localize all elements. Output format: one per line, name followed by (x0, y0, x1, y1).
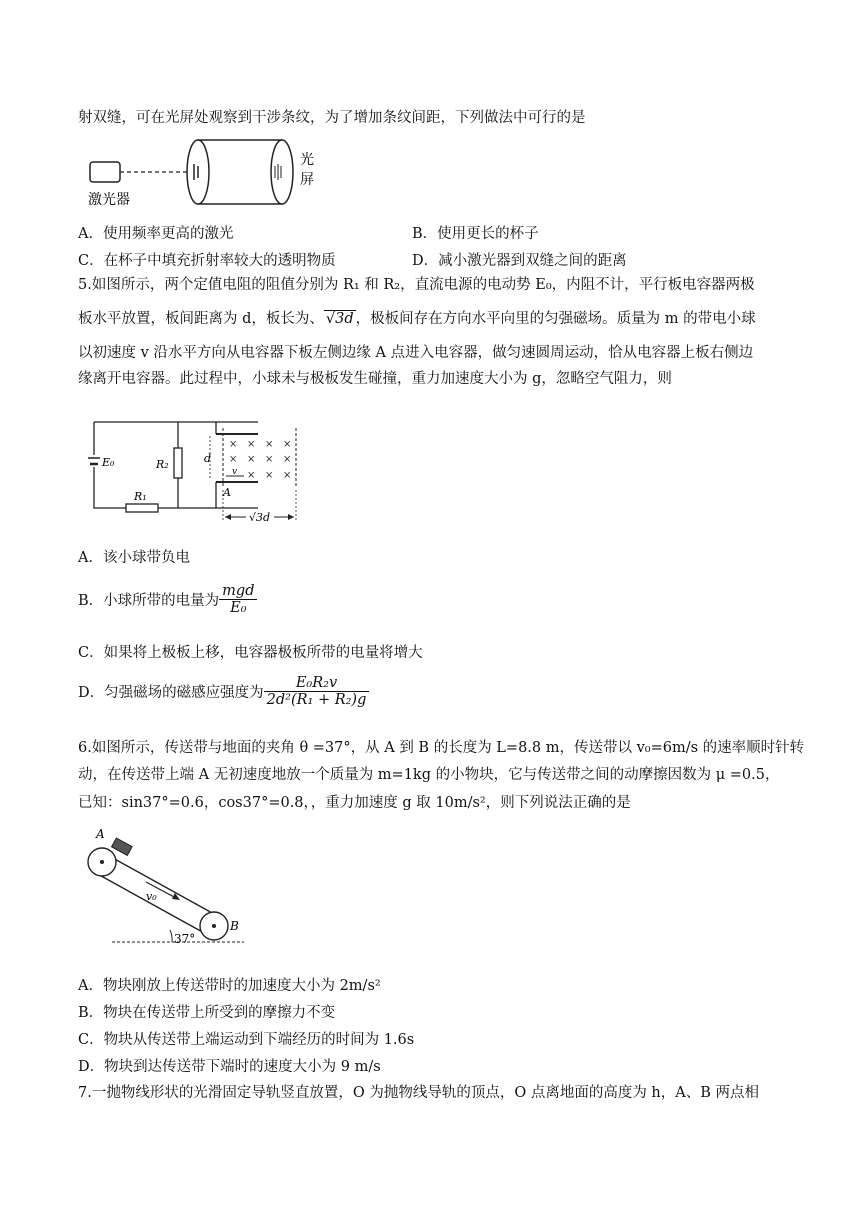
svg-text:×: × (283, 454, 292, 465)
svg-text:×: × (229, 439, 238, 450)
q5-option-b (78, 583, 257, 616)
svg-text:×: × (265, 470, 274, 481)
q5-line-3: 以初速度 v 沿水平方向从电容器下板左侧边缘 A 点进入电容器，做匀速圆周运动，恰从电容器上板右侧边 (78, 345, 754, 361)
label-v0: v₀ (146, 890, 157, 903)
sqrt3d: √3d (325, 311, 354, 327)
q4-figure (86, 136, 326, 214)
q4-option-a: A．使用频率更高的激光 (78, 226, 234, 242)
label-R2: R₂ (156, 458, 169, 471)
block (112, 838, 133, 855)
label-B: B (230, 919, 239, 933)
label-angle: 37° (174, 932, 196, 946)
q6-line-3: 已知：sin37°=0.6，cos37°=0.8，，重力加速度 g 取 10m/s²，则下列说法正确的是 (78, 795, 631, 811)
q5-b-denominator: E₀ (219, 599, 257, 616)
label-R1: R₁ (134, 490, 147, 503)
q5-option-c: C．如果将上极板上移，电容器极板所带的电量将增大 (78, 645, 423, 661)
q5-line-2 (78, 309, 756, 329)
svg-text:×: × (265, 439, 274, 450)
q5-line-1: 5.如图所示，两个定值电阻的阻值分别为 R₁ 和 R₂，直流电源的电动势 E₀，内阻不计，平行板电容器两极 (78, 277, 755, 293)
q4-option-b: B．使用更长的杯子 (412, 226, 539, 242)
q5-line-2a: 板水平放置，板间距离为 d，板长为、 (78, 311, 324, 327)
q5-circuit-figure (86, 410, 308, 528)
q6-option-b: B．物块在传送带上所受到的摩擦力不变 (78, 1005, 336, 1021)
svg-text:×: × (283, 470, 292, 481)
label-A: A (96, 827, 105, 841)
q5-option-d-prefix: D．匀强磁场的磁感应强度为 (78, 685, 264, 701)
q6-option-a: A．物块刚放上传送带时的加速度大小为 2m/s² (78, 978, 381, 994)
q5-option-b-prefix: B．小球所带的电量为 (78, 593, 220, 609)
q7-line-1: 7.一抛物线形状的光滑固定导轨竖直放置，O 为抛物线导轨的顶点，O 点离地面的高度为 h，A、B 两点相 (78, 1085, 760, 1101)
q6-option-c: C．物块从传送带上端运动到下端经历的时间为 1.6s (78, 1032, 415, 1048)
svg-text:×: × (229, 454, 238, 465)
q5-option-a: A．该小球带负电 (78, 550, 190, 566)
svg-text:×: × (283, 439, 292, 450)
laser-label: 激光器 (88, 192, 130, 208)
q6-line-1: 6.如图所示，传送带与地面的夹角 θ =37°，从 A 到 B 的长度为 L=8.8 m，传送带以 v₀=6m/s 的速率顺时针转 (78, 740, 805, 756)
q4-stem: 射双缝，可在光屏处观察到干涉条纹，为了增加条纹间距，下列做法中可行的是 (78, 110, 586, 126)
svg-text:×: × (247, 439, 256, 450)
label-A: A (223, 486, 231, 499)
svg-text:×: × (247, 454, 256, 465)
q6-line-2: 动，在传送带上端 A 无初速度地放一个质量为 m=1kg 的小物块，它与传送带之间的动摩擦因数为 μ =0.5， (78, 767, 780, 783)
svg-text:×: × (265, 454, 274, 465)
q5-option-b-fraction (219, 583, 257, 616)
q5-b-numerator: mgd (222, 583, 255, 599)
q4-option-d: D．减小激光器到双缝之间的距离 (412, 253, 627, 269)
screen-label-top: 光 (300, 152, 314, 168)
label-d: d (204, 452, 212, 465)
q4-option-c: C．在杯子中填充折射率较大的透明物质 (78, 253, 336, 269)
q5-d-denominator: 2d²(R₁ + R₂)g (264, 691, 370, 708)
q5-option-d-fraction (264, 675, 370, 708)
laser-device (90, 162, 120, 182)
label-length: √3d (249, 511, 271, 524)
q6-option-d: D．物块到达传送带下端时的速度大小为 9 m/s (78, 1059, 381, 1075)
q5-line-4: 缘离开电容器。此过程中，小球未与极板发生碰撞，重力加速度大小为 g，忽略空气阻力，则 (78, 371, 672, 387)
q5-d-numerator: E₀R₂v (295, 675, 338, 691)
screen-label-bottom: 屏 (300, 172, 314, 188)
svg-text:×: × (247, 470, 256, 481)
q6-conveyor-figure (84, 826, 250, 950)
label-E0: E₀ (102, 456, 115, 469)
label-v: v (232, 467, 238, 477)
q5-option-d (78, 675, 369, 708)
magnetic-field-crosses (229, 439, 291, 481)
q5-line-2b: ，极板间存在方向水平向里的匀强磁场。质量为 m 的带电小球 (355, 311, 756, 327)
